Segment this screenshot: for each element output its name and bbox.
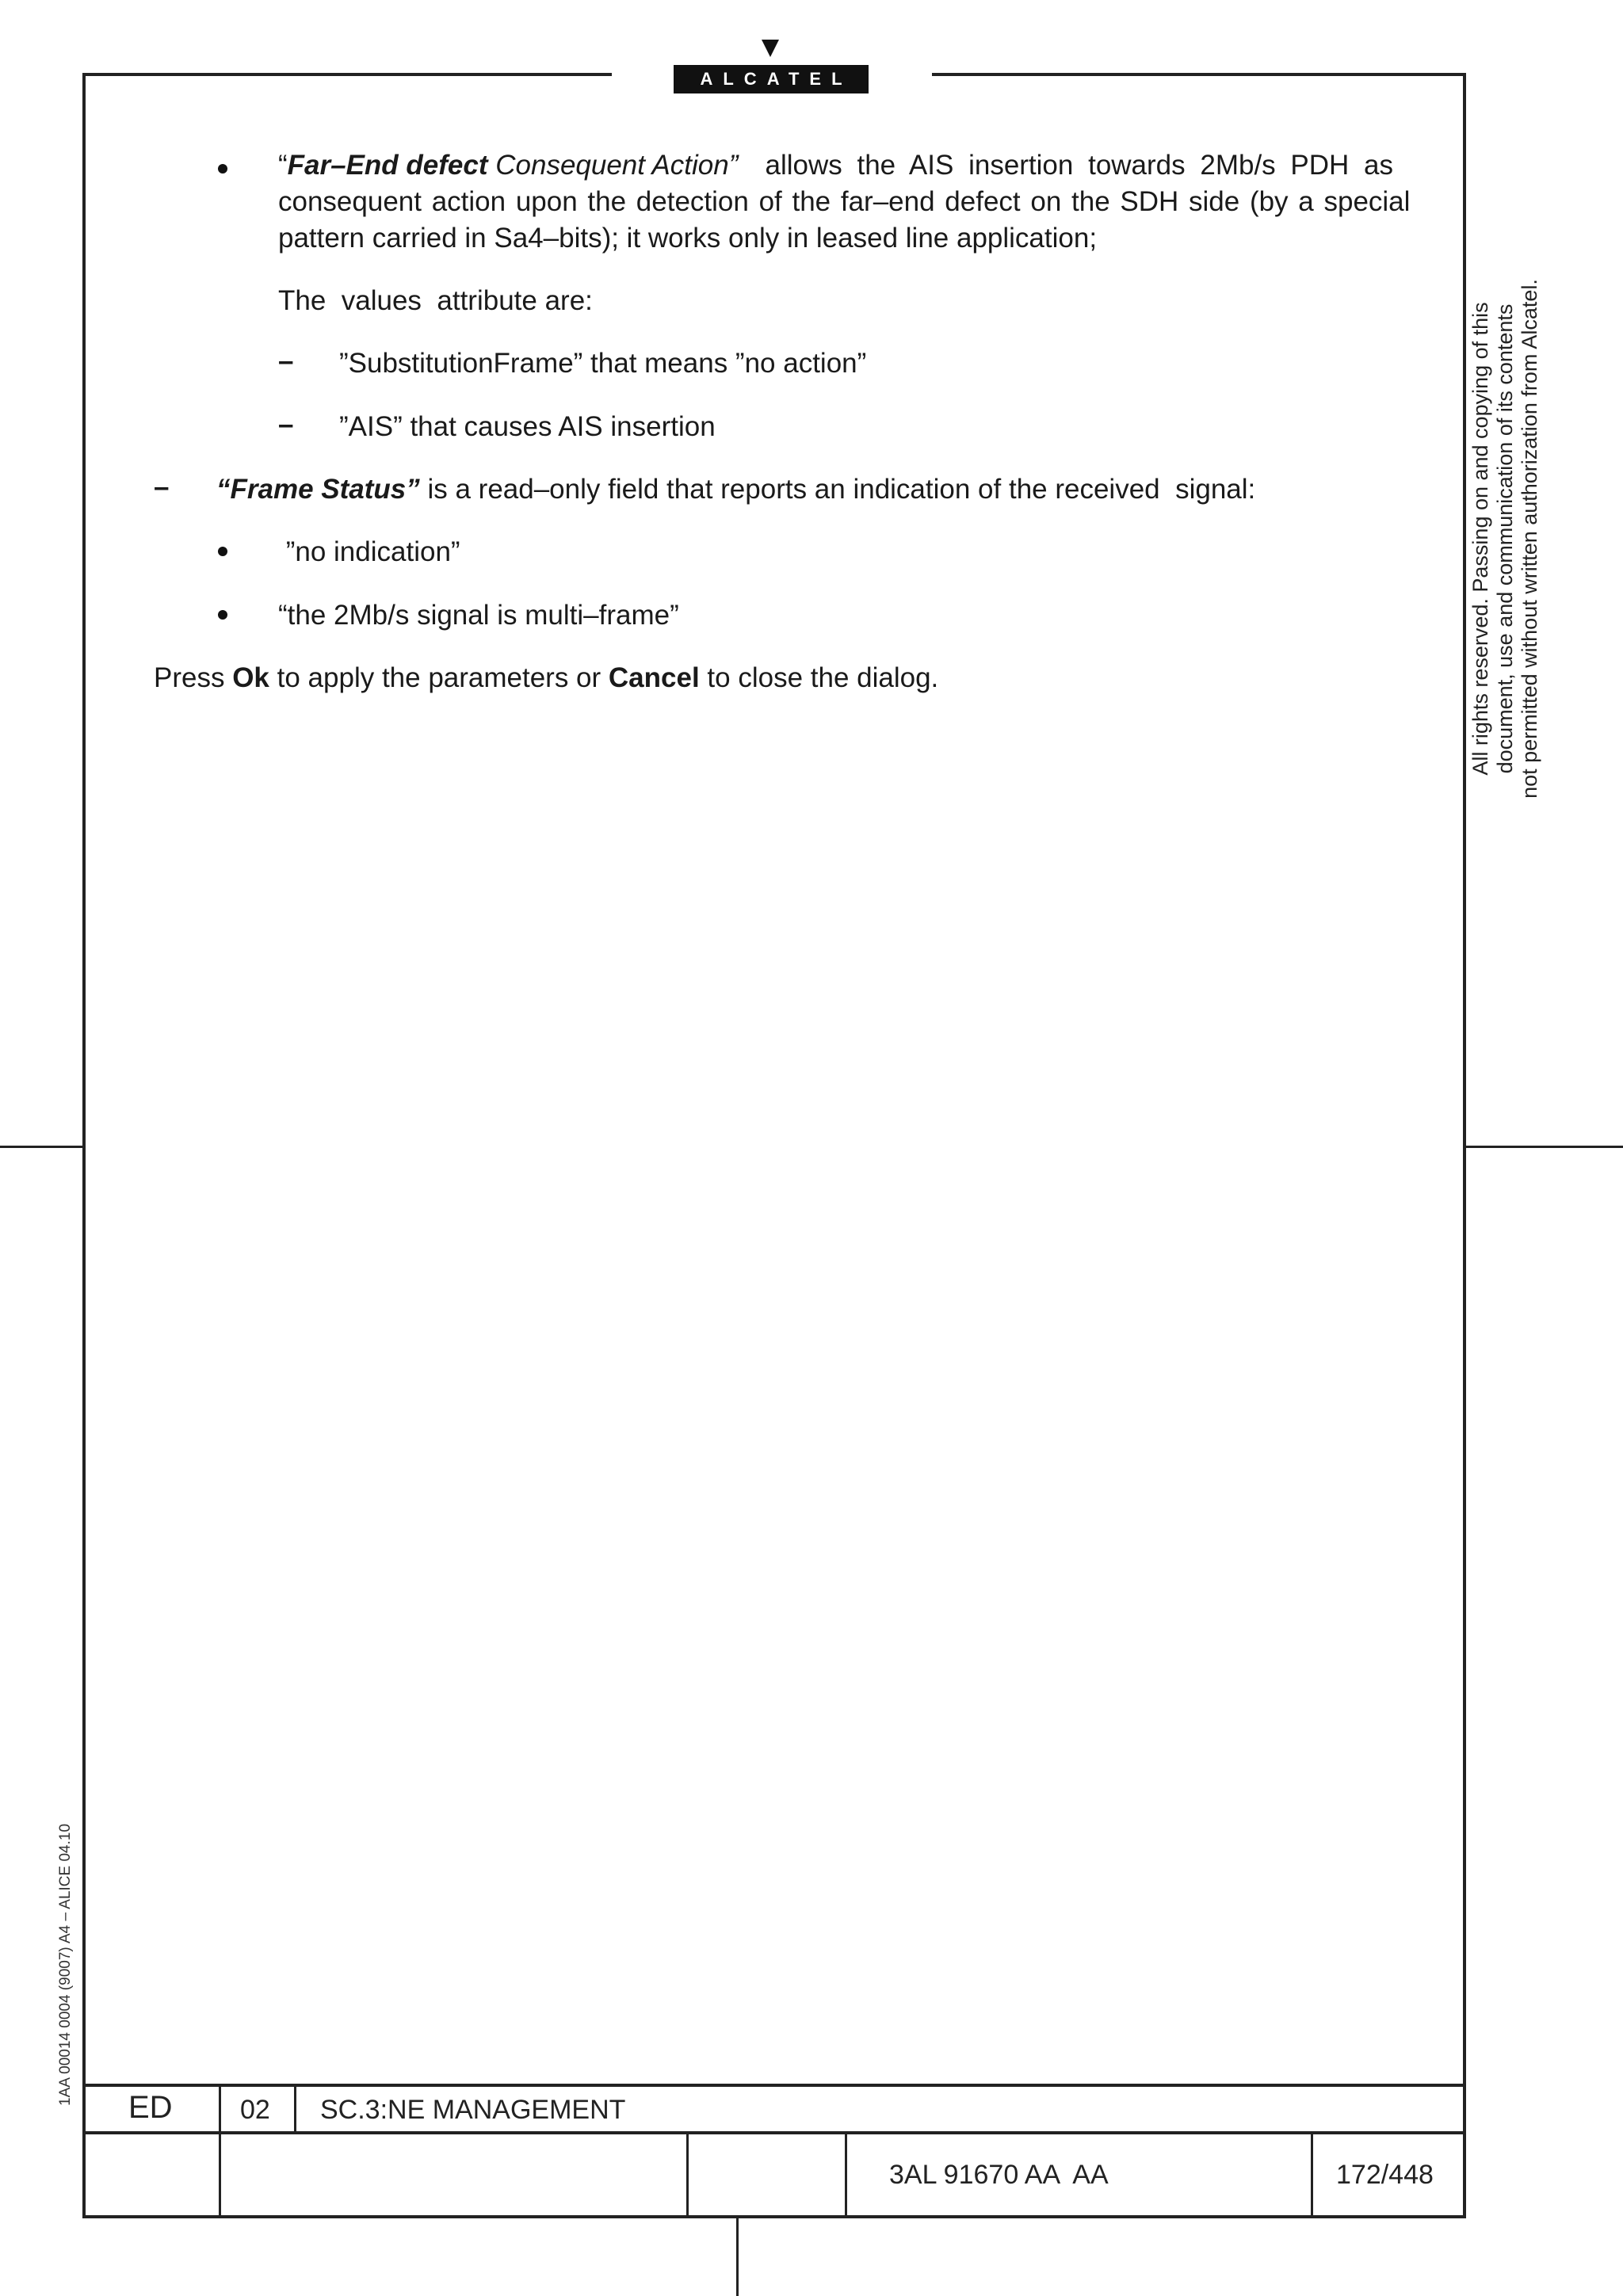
footer-divider bbox=[1311, 2131, 1313, 2218]
far-end-italic-term: Consequent Action” bbox=[487, 150, 739, 181]
footer-top-rule bbox=[82, 2084, 1466, 2087]
far-end-line-1 bbox=[278, 147, 1393, 184]
ok-term: Ok bbox=[232, 662, 269, 693]
footer-table bbox=[82, 2084, 1466, 2218]
footer-divider bbox=[686, 2131, 689, 2218]
page-frame bbox=[82, 73, 1466, 2218]
status-item-multiframe: “the 2Mb/s signal is multi–frame” bbox=[278, 600, 679, 631]
dash-icon: – bbox=[278, 345, 294, 376]
page-number: 172/448 bbox=[1336, 2160, 1434, 2190]
frame-status-line bbox=[216, 471, 1255, 508]
copyright-notice bbox=[1468, 277, 1579, 800]
press-text-3: to close the dialog. bbox=[699, 662, 939, 693]
status-item-no-indication: ”no indication” bbox=[278, 536, 460, 567]
bullet-icon bbox=[218, 164, 227, 174]
footer-mid-rule bbox=[82, 2131, 1466, 2134]
form-code: 1AA 00014 0004 (9007) A4 – ALICE 04.10 bbox=[57, 1823, 74, 2106]
edition-value: 02 bbox=[240, 2095, 270, 2125]
value-item-ais: ”AIS” that causes AIS insertion bbox=[339, 411, 716, 442]
footer-divider bbox=[294, 2084, 296, 2131]
alcatel-logo bbox=[674, 40, 869, 93]
edition-label: ED bbox=[128, 2090, 173, 2125]
section-title: SC.3:NE MANAGEMENT bbox=[320, 2095, 626, 2125]
logo-wordmark: ALCATEL bbox=[674, 65, 869, 93]
far-end-line-3: pattern carried in Sa4–bits); it works only in leased line application; bbox=[278, 223, 1098, 254]
frame-top-left-line bbox=[82, 73, 612, 76]
dash-icon: – bbox=[278, 409, 294, 440]
frame-top-right-line bbox=[932, 73, 1466, 76]
frame-status-term: “Frame Status” bbox=[216, 474, 420, 505]
values-intro: The values attribute are: bbox=[278, 285, 593, 316]
dash-icon: – bbox=[154, 471, 170, 502]
far-end-line-2: consequent action upon the detection of the far–end defect on the SDH side (by a special bbox=[278, 186, 1411, 217]
notice-line-1: All rights reserved. Passing on and copying of this bbox=[1468, 302, 1492, 776]
quote-open: “ bbox=[278, 150, 288, 181]
far-end-term bbox=[278, 147, 738, 184]
press-text-1: Press bbox=[154, 662, 233, 693]
footer-divider bbox=[219, 2084, 221, 2218]
press-text-2: to apply the parameters or bbox=[269, 662, 609, 693]
value-item-substitution: ”SubstitutionFrame” that means ”no action” bbox=[339, 348, 867, 379]
fold-mark-bottom bbox=[736, 2218, 739, 2296]
logo-triangle-icon bbox=[762, 40, 779, 57]
frame-status-desc: is a read–only field that reports an indication of the received signal: bbox=[419, 474, 1256, 505]
document-code: 3AL 91670 AA AA bbox=[889, 2160, 1109, 2190]
bullet-icon bbox=[218, 610, 227, 620]
cancel-term: Cancel bbox=[608, 662, 700, 693]
far-end-line-1-rest: allows the AIS insertion towards 2Mb/s PDH as bbox=[750, 150, 1393, 181]
fold-mark-right bbox=[1466, 1146, 1623, 1148]
far-end-bold-term: Far–End defect bbox=[287, 150, 488, 181]
bullet-icon bbox=[218, 547, 227, 556]
notice-line-3: not permitted without written authorization from Alcatel. bbox=[1518, 279, 1541, 799]
fold-mark-left bbox=[0, 1146, 82, 1148]
notice-line-2: document, use and communication of its contents bbox=[1493, 303, 1517, 774]
footer-divider bbox=[845, 2131, 847, 2218]
press-instruction bbox=[154, 660, 938, 696]
